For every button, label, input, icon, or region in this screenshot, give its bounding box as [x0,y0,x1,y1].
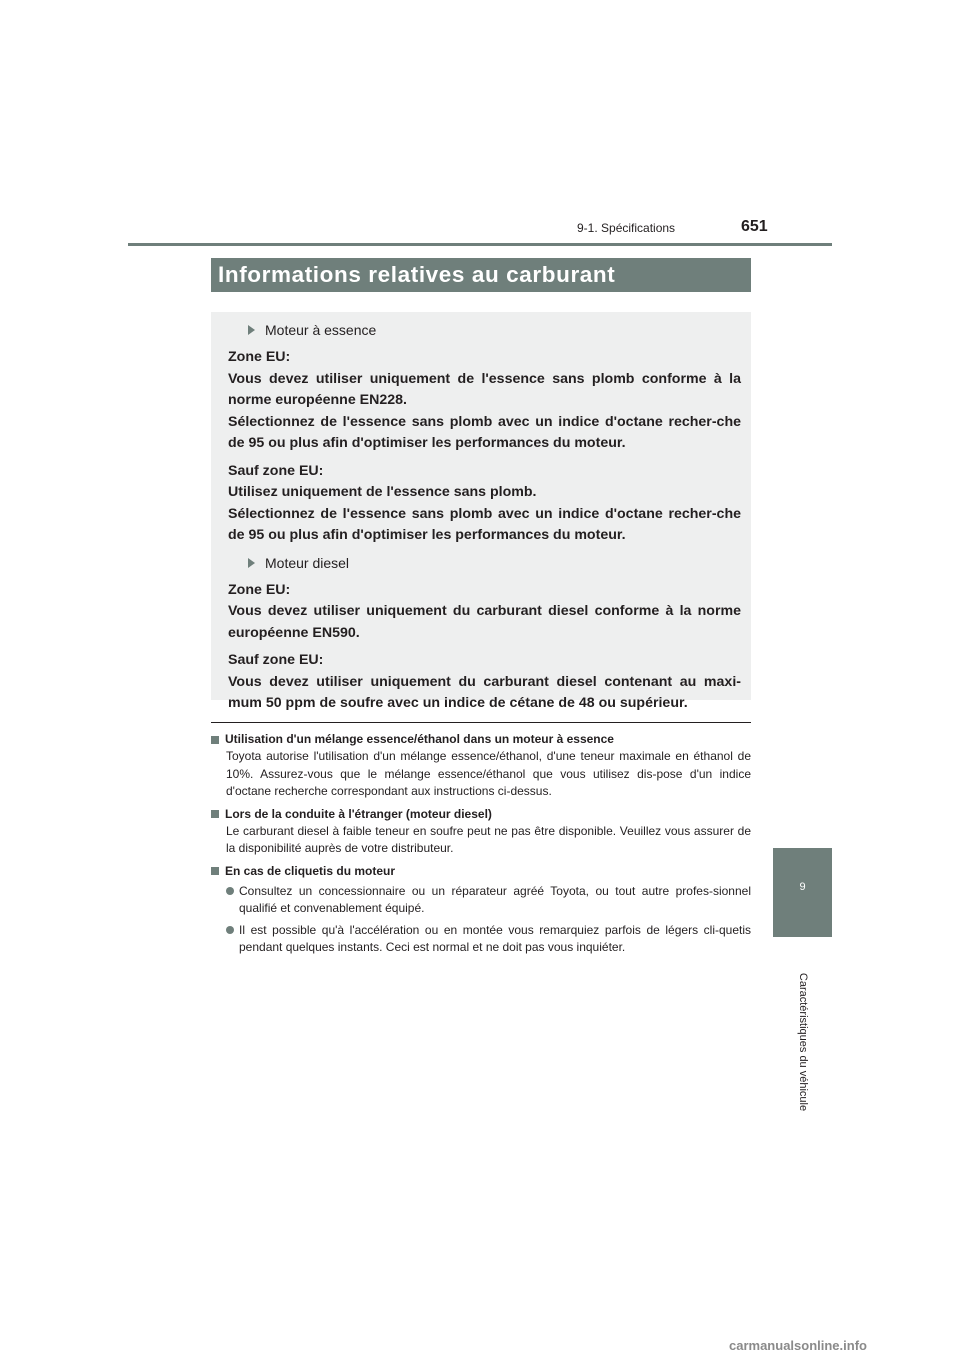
diesel-eu-standard: Vous devez utiliser uniquement du carburant diesel conforme à la norme européenne EN590. [228,603,741,641]
page-number: 651 [741,218,768,235]
diesel-eu-zone: Zone EU: [228,581,291,598]
chapter-side-label: Caractéristiques du véhicule [797,972,809,1112]
note-heading [211,806,751,823]
triangle-bullet-icon [248,558,255,568]
diesel-eu-block [228,580,741,645]
watermark: carmanualsonline.info [729,1338,867,1353]
note-abroad-heading: Lors de la conduite à l'étranger (moteur diesel) [225,806,492,821]
diesel-non-eu-block [228,650,741,715]
diesel-engine-subheading [248,551,741,575]
petrol-non-eu-unleaded: Utilisez uniquement de l'essence sans plomb. [228,484,537,500]
list-item [226,922,751,957]
petrol-eu-zone: Zone EU: [228,349,291,365]
petrol-eu-block [228,347,741,455]
chapter-tab: 9 [773,848,832,937]
note-knocking-bullet-2: Il est possible qu'à l'accélération ou en montée vous remarquiez parfois de légers cli-quetis pendant quelques instants. Ceci est normal et ne doit pas vous inquiéter. [239,922,751,954]
section-header: 9-1. Spécifications [577,221,676,235]
note-heading [211,731,751,748]
circle-bullet-icon [226,926,234,934]
notes-separator [211,722,751,723]
note-heading [211,863,751,880]
note-knocking-heading: En cas de cliquetis du moteur [225,863,396,878]
petrol-non-eu-octane: Sélectionnez de l'essence sans plomb avec un indice d'octane recher-che de 95 ou plus afin d'optimiser les performances du moteur. [228,505,741,543]
petrol-eu-standard: Vous devez utiliser uniquement de l'essence sans plomb conforme à la norme européenne EN228. [228,370,741,408]
petrol-non-eu-zone: Sauf zone EU: [228,462,324,479]
circle-bullet-icon [226,887,234,895]
note-ethanol-heading: Utilisation d'un mélange essence/éthanol dans un moteur à essence [225,732,614,746]
header-rule [128,243,832,246]
notes-section [211,731,751,957]
petrol-engine-label: Moteur à essence [265,322,377,338]
petrol-engine-subheading [248,318,741,342]
page-title: Informations relatives au carburant [211,258,751,292]
petrol-eu-octane: Sélectionnez de l'essence sans plomb avec un indice d'octane recher-che de 95 ou plus afin d'optimiser les performances du moteur. [228,413,741,451]
triangle-bullet-icon [248,325,255,335]
fuel-requirements-panel [211,312,751,711]
square-bullet-icon [211,867,219,875]
square-bullet-icon [211,736,219,744]
diesel-engine-label: Moteur diesel [265,554,350,571]
diesel-non-eu-sulfur: Vous devez utiliser uniquement du carburant diesel contenant au maxi-mum 50 ppm de soufre avec un indice de cétane de 48 ou supérieur. [228,673,741,711]
diesel-non-eu-zone: Sauf zone EU: [228,652,324,668]
list-item [226,883,751,918]
note-abroad-text: Le carburant diesel à faible teneur en soufre peut ne pas être disponible. Veuillez vous assurer de la disponibilité auprès de votre distributeur. [226,823,751,855]
petrol-non-eu-block [228,461,741,547]
note-knocking-bullet-1: Consultez un concessionnaire ou un réparateur agréé Toyota, ou tout autre profes-sionnel qualifié et convenablement équipé. [239,883,751,915]
note-ethanol-text: Toyota autorise l'utilisation d'un mélange essence/éthanol, d'une teneur maximale en éthanol de 10%. Assurez-vous que le mélange essence/éthanol que vous utilisez dis-pose d'un indice d'octane recherche correspondant aux instructions ci-dessus. [226,749,751,798]
square-bullet-icon [211,810,219,818]
